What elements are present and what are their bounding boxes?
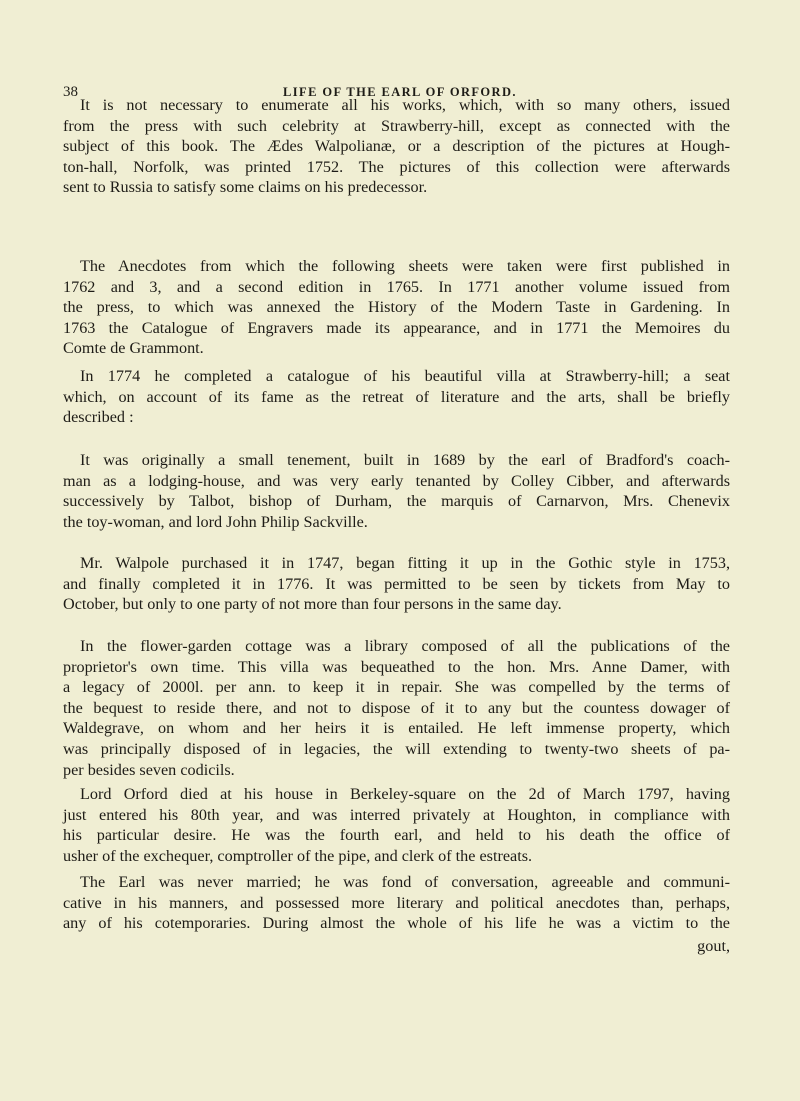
text-line: described :: [63, 408, 134, 427]
text-line: was principally disposed of in legacies, the will extending to twenty-two sheets of pa-: [63, 739, 730, 758]
text-line: successively by Talbot, bishop of Durham, the marquis of Carnarvon, Mrs. Chenevix: [63, 492, 730, 511]
text-line: October, but only to one party of not more than four persons in the same day.: [63, 595, 562, 614]
text-line: just entered his 80th year, and was interred privately at Houghton, in compliance with: [63, 805, 730, 824]
paragraph: [63, 636, 730, 780]
paragraph: [63, 553, 730, 615]
text-line: It was originally a small tenement, built in 1689 by the earl of Bradford's coach-: [80, 451, 730, 469]
text-line: 1762 and 3, and a second edition in 1765. In 1771 another volume issued from: [63, 277, 730, 296]
text-line: sent to Russia to satisfy some claims on his predecessor.: [63, 178, 428, 197]
text-line: the press, to which was annexed the History of the Modern Taste in Gardening. In: [63, 298, 730, 317]
paragraph: [63, 872, 730, 934]
catchword-block: [63, 936, 730, 957]
text-line: per besides seven codicils.: [63, 760, 235, 779]
text-line: which, on account of its fame as the retreat of literature and the arts, shall be briefly: [63, 387, 730, 406]
catchword: gout,: [697, 937, 730, 955]
text-line: ton-hall, Norfolk, was printed 1752. The pictures of this collection were afterwards: [63, 157, 730, 176]
text-line: subject of this book. The Ædes Walpolianæ, or a description of the pictures at Hough-: [63, 137, 730, 156]
text-line: from the press with such celebrity at Strawberry-hill, except as connected with the: [63, 116, 730, 135]
text-line: the bequest to reside there, and not to dispose of it to any but the countess dowager of: [63, 698, 730, 717]
text-line: The Earl was never married; he was fond of conversation, agreeable and communi-: [80, 873, 730, 891]
text-line: the toy-woman, and lord John Philip Sackville.: [63, 512, 368, 531]
text-line: The Anecdotes from which the following sheets were taken were first published in: [80, 257, 730, 275]
text-line: a legacy of 2000l. per ann. to keep it in repair. She was compelled by the terms of: [63, 678, 730, 697]
text-line: usher of the exchequer, comptroller of the pipe, and clerk of the estreats.: [63, 846, 533, 865]
paragraph: [63, 784, 730, 866]
text-line: his particular desire. He was the fourth earl, and held to his death the office of: [63, 826, 730, 845]
text-line: Comte de Grammont.: [63, 339, 204, 358]
text-line: any of his cotemporaries. During almost the whole of his life he was a victim to the: [63, 914, 730, 933]
text-line: Lord Orford died at his house in Berkeley-square on the 2d of March 1797, having: [80, 785, 730, 803]
text-line: Waldegrave, on whom and her heirs it is entailed. He left immense property, which: [63, 719, 730, 738]
text-line: It is not necessary to enumerate all his works, which, with so many others, issued: [80, 96, 730, 114]
paragraph: [63, 256, 730, 359]
page-number: 38: [63, 84, 78, 100]
text-line: In 1774 he completed a catalogue of his beautiful villa at Strawberry-hill; a seat: [80, 367, 730, 385]
text-line: man as a lodging-house, and was very early tenanted by Colley Cibber, and afterwards: [63, 471, 730, 490]
text-line: cative in his manners, and possessed more literary and political anecdotes than, perhaps,: [63, 893, 730, 912]
paragraph: [63, 450, 730, 532]
paragraph: [63, 95, 730, 198]
text-line: In the flower-garden cottage was a library composed of all the publications of the: [80, 637, 730, 655]
running-title: LIFE OF THE EARL OF ORFORD.: [283, 85, 517, 99]
paragraph: [63, 366, 730, 428]
text-line: Mr. Walpole purchased it in 1747, began fitting it up in the Gothic style in 1753,: [80, 554, 730, 572]
text-line: 1763 the Catalogue of Engravers made its appearance, and in 1771 the Memoires du: [63, 318, 730, 337]
text-line: proprietor's own time. This villa was bequeathed to the hon. Mrs. Anne Damer, with: [63, 657, 730, 676]
text-line: and finally completed it in 1776. It was permitted to be seen by tickets from May to: [63, 574, 730, 593]
